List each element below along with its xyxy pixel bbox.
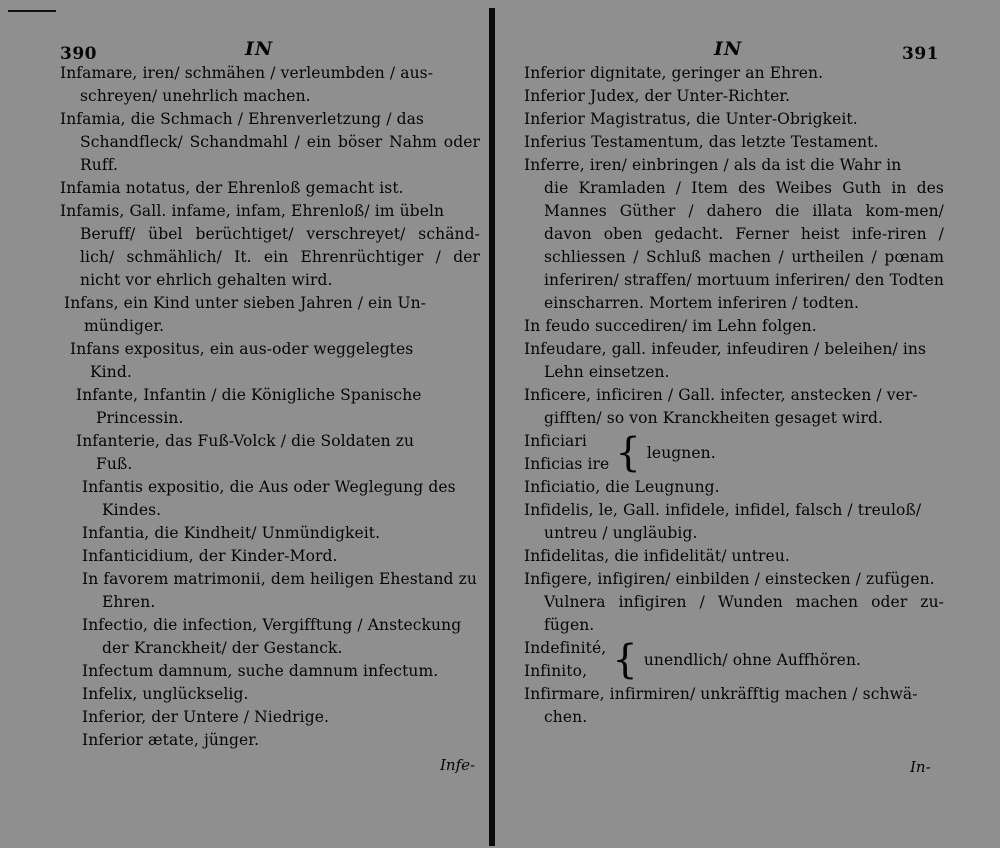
brace-term: Inficiari — [524, 432, 587, 450]
brace-term: Indefinité, — [524, 639, 607, 657]
dictionary-entry — [60, 522, 480, 545]
dictionary-entry — [524, 430, 944, 476]
running-head-left: IN — [245, 38, 274, 60]
dictionary-entry — [524, 637, 944, 683]
entry-continuation: Ehren. — [102, 593, 156, 611]
entry-headline: Infectio, die infection, Vergifftung / Ansteckung — [82, 616, 462, 634]
page-number-right: 391 — [902, 44, 939, 64]
catchword-right: In- — [910, 758, 931, 776]
entry-continuation: Beruff/ übel berüchtiget/ verschreyet/ schänd-lich/ schmählich/ It. ein Ehrenrüchtiger / der nicht vor ehrlich gehalten wird. — [80, 225, 480, 289]
dictionary-entry — [60, 729, 480, 752]
entry-headline: Infanterie, das Fuß-Volck / die Soldaten zu — [76, 432, 415, 450]
dictionary-entry — [60, 292, 480, 338]
dictionary-entry — [524, 338, 944, 384]
entry-headline: Inficiatio, die Leugnung. — [524, 478, 720, 496]
dictionary-entry — [524, 315, 944, 338]
dictionary-entry — [60, 660, 480, 683]
dictionary-entry — [60, 568, 480, 614]
entry-headline: Infigere, infigiren/ einbilden / einstecken / zufügen. — [524, 570, 935, 588]
dictionary-entry — [60, 108, 480, 177]
entry-headline: Inficere, inficiren / Gall. infecter, anstecken / ver- — [524, 386, 918, 404]
entry-continuation: die Kramladen / Item des Weibes Guth in des Mannes Güther / dahero die illata kom-men/ davon oben gedacht. Ferner heist infe-riren / schliessen / Schluß machen / urtheilen / pœnam inferiren/ straffen/ mortuum inferiren/ den Todten einscharren. Mortem inferiren / todten. — [544, 179, 944, 312]
entry-continuation: Schandfleck/ Schandmahl / ein böser Nahm oder Ruff. — [80, 133, 480, 174]
entry-continuation: gifften/ so von Kranckheiten gesaget wird. — [544, 409, 884, 427]
brace-terms — [524, 430, 609, 476]
dictionary-entry — [524, 476, 944, 499]
catchword-left: Infe- — [440, 756, 476, 774]
dictionary-entry — [60, 706, 480, 729]
dictionary-entry — [60, 177, 480, 200]
dictionary-entry — [524, 131, 944, 154]
curly-brace-icon: { — [615, 430, 641, 476]
brace-term: Infinito, — [524, 662, 588, 680]
dictionary-entry — [524, 683, 944, 729]
entry-headline: Infamis, Gall. infame, infam, Ehrenloß/ im übeln — [60, 202, 445, 220]
entry-headline: In favorem matrimonii, dem heiligen Ehestand zu — [82, 570, 477, 588]
entry-headline: Infans expositus, ein aus-oder weggelegtes — [70, 340, 414, 358]
entry-continuation: Vulnera infigiren / Wunden machen oder zu-fügen. — [544, 593, 944, 634]
dictionary-entry — [60, 430, 480, 476]
entry-headline: Infidelitas, die infidelität/ untreu. — [524, 547, 790, 565]
brace-terms — [524, 637, 606, 683]
entry-headline: Infamia, die Schmach / Ehrenverletzung / das — [60, 110, 424, 128]
entry-headline: Inferius Testamentum, das letzte Testament. — [524, 133, 879, 151]
book-gutter — [489, 8, 495, 846]
entry-continuation: mündiger. — [84, 317, 165, 335]
entry-headline: Inferior Magistratus, die Unter-Obrigkeit. — [524, 110, 858, 128]
entry-continuation: schreyen/ unehrlich machen. — [80, 87, 311, 105]
dictionary-entry — [60, 338, 480, 384]
dictionary-entry — [524, 62, 944, 85]
dictionary-entries-left — [60, 62, 480, 752]
entry-continuation: Princessin. — [96, 409, 184, 427]
dictionary-entry — [60, 683, 480, 706]
dictionary-entry — [60, 384, 480, 430]
entry-headline: In feudo succediren/ im Lehn folgen. — [524, 317, 817, 335]
dictionary-entry — [60, 545, 480, 568]
brace-term: Inficias ire — [524, 455, 610, 473]
entry-headline: Infantis expositio, die Aus oder Weglegung des — [82, 478, 456, 496]
running-head-right: IN — [714, 38, 743, 60]
entry-headline: Inferior ætate, jünger. — [82, 731, 260, 749]
brace-gloss: leugnen. — [646, 443, 716, 462]
top-left-rule — [8, 10, 56, 12]
curly-brace-icon: { — [612, 637, 638, 683]
dictionary-entry — [524, 85, 944, 108]
entry-headline: Infantia, die Kindheit/ Unmündigkeit. — [82, 524, 381, 542]
entry-headline: Infirmare, infirmiren/ unkräfftig machen / schwä- — [524, 685, 918, 703]
left-page — [60, 0, 480, 848]
entry-headline: Inferre, iren/ einbringen / als da ist die Wahr in — [524, 156, 902, 174]
dictionary-entry — [60, 614, 480, 660]
entry-continuation: Kindes. — [102, 501, 162, 519]
entry-continuation: Kind. — [90, 363, 132, 381]
entry-headline: Inferior dignitate, geringer an Ehren. — [524, 64, 824, 82]
dictionary-entry — [524, 568, 944, 637]
right-page — [524, 0, 944, 848]
entry-continuation: chen. — [544, 708, 588, 726]
dictionary-entry — [524, 499, 944, 545]
entry-headline: Infante, Infantin / die Königliche Spanische — [76, 386, 422, 404]
entry-headline: Infectum damnum, suche damnum infectum. — [82, 662, 439, 680]
entry-headline: Infelix, unglückselig. — [82, 685, 249, 703]
entry-continuation: untreu / ungläubig. — [544, 524, 698, 542]
dictionary-entry — [524, 154, 944, 315]
page-number-left: 390 — [60, 44, 97, 64]
dictionary-entry — [60, 476, 480, 522]
entry-headline: Infeudare, gall. infeuder, infeudiren / beleihen/ ins — [524, 340, 927, 358]
dictionary-entry — [524, 108, 944, 131]
dictionary-entry — [524, 384, 944, 430]
entry-headline: Inferior Judex, der Unter-Richter. — [524, 87, 791, 105]
dictionary-entry — [60, 62, 480, 108]
dictionary-entries-right — [524, 62, 944, 729]
entry-continuation: der Kranckheit/ der Gestanck. — [102, 639, 343, 657]
brace-gloss: unendlich/ ohne Auffhören. — [643, 650, 862, 669]
entry-headline: Infidelis, le, Gall. infidele, infidel, falsch / treuloß/ — [524, 501, 922, 519]
dictionary-entry — [60, 200, 480, 292]
entry-headline: Inferior, der Untere / Niedrige. — [82, 708, 330, 726]
entry-headline: Infanticidium, der Kinder-Mord. — [82, 547, 338, 565]
entry-headline: Infans, ein Kind unter sieben Jahren / ein Un- — [64, 294, 427, 312]
dictionary-entry — [524, 545, 944, 568]
entry-continuation: Fuß. — [96, 455, 133, 473]
entry-continuation: Lehn einsetzen. — [544, 363, 670, 381]
entry-headline: Infamia notatus, der Ehrenloß gemacht ist. — [60, 179, 404, 197]
entry-headline: Infamare, iren/ schmähen / verleumbden / aus- — [60, 64, 434, 82]
